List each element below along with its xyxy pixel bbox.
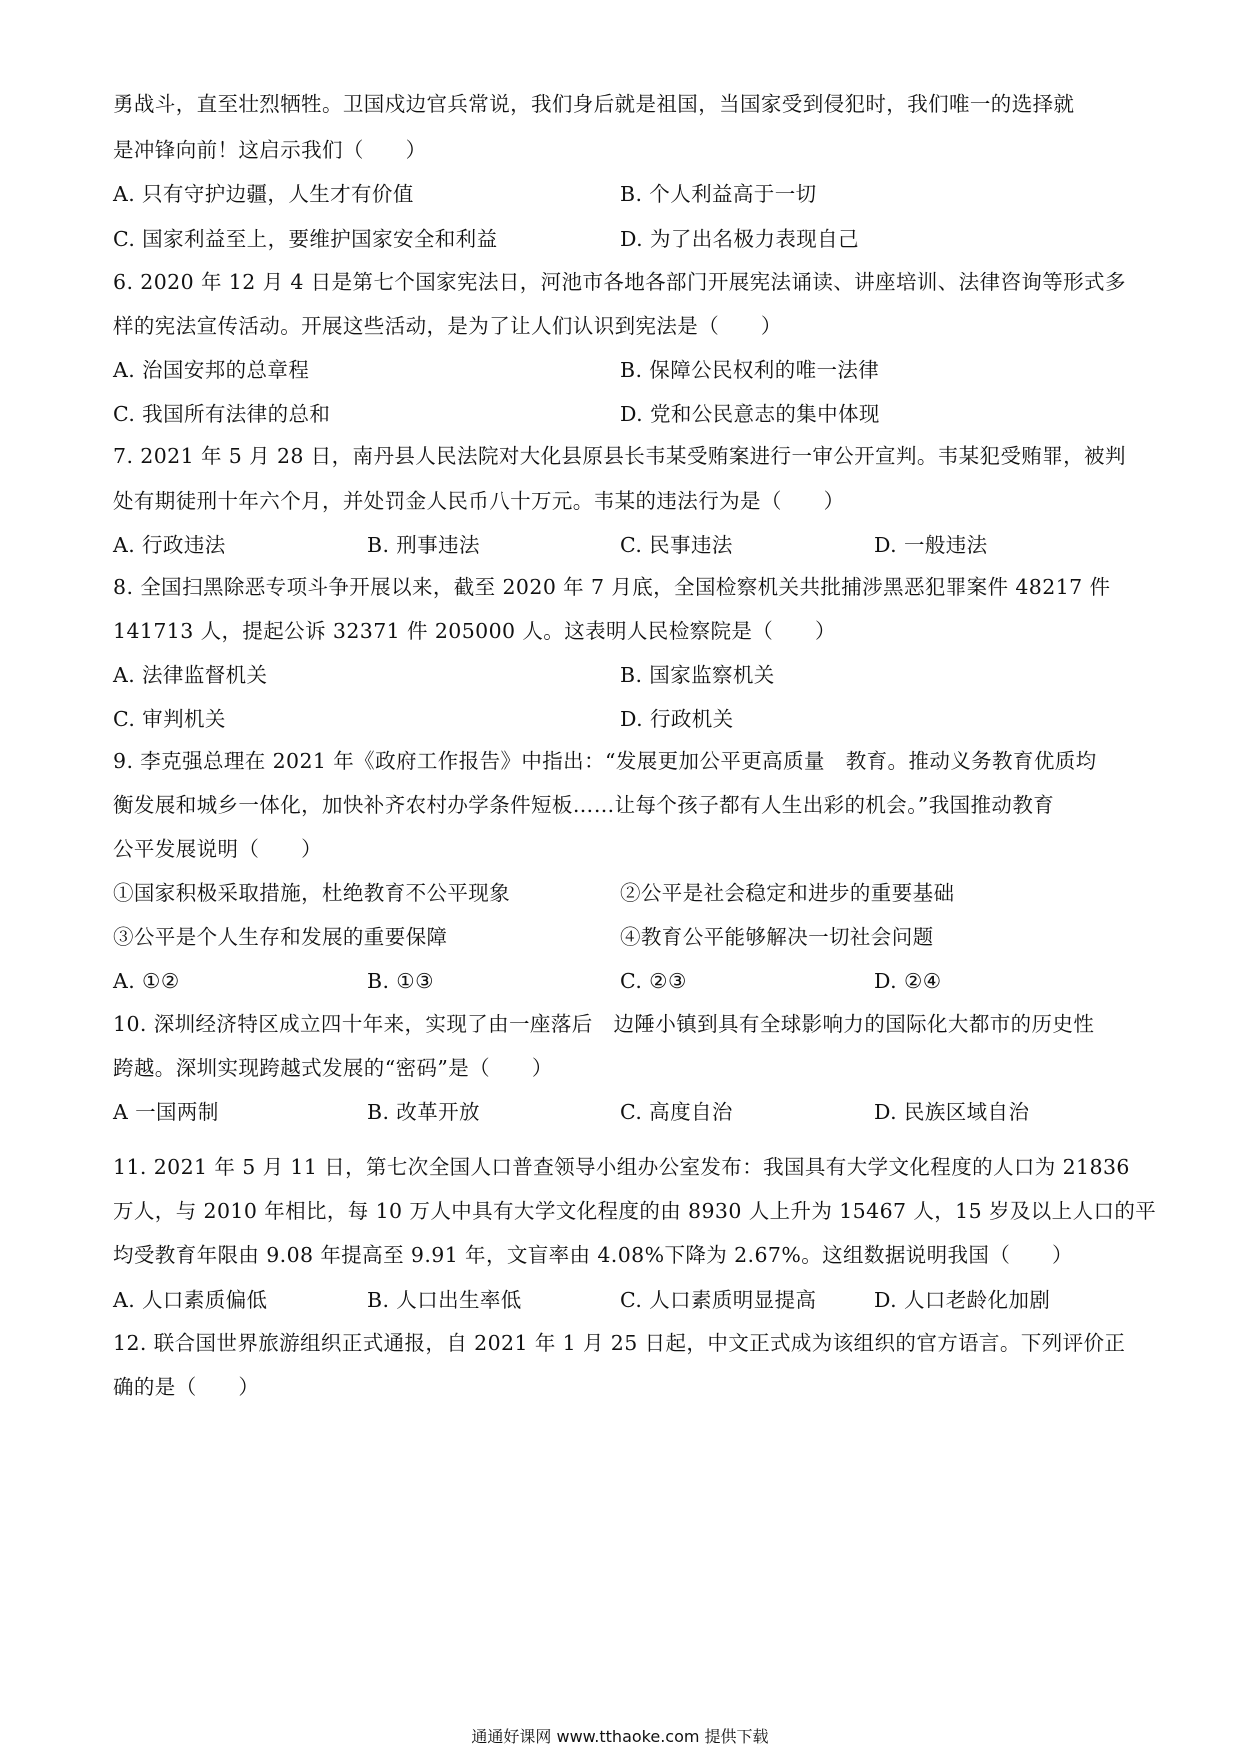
q7-option-a: A. 行政违法: [113, 533, 226, 557]
q9-option-a: A. ①②: [113, 969, 180, 993]
q10-line-2: 跨越。深圳实现跨越式发展的“密码”是（ ）: [113, 1056, 553, 1080]
q6-option-d: D. 党和公民意志的集中体现: [620, 402, 880, 426]
q11-option-b: B. 人口出生率低: [367, 1288, 522, 1312]
q5-option-d: D. 为了出名极力表现自己: [620, 227, 859, 251]
q8-option-c: C. 审判机关: [113, 707, 226, 731]
q11-line-1: 11. 2021 年 5 月 11 日，第七次全国人口普查领导小组办公室发布：我国具有大学文化程度的人口为 21836: [113, 1155, 1130, 1179]
q5-option-c: C. 国家利益至上，要维护国家安全和利益: [113, 227, 498, 251]
q9-line-2: 衡发展和城乡一体化，加快补齐农村办学条件短板……让每个孩子都有人生出彩的机会。”我国推动教育: [113, 793, 1055, 817]
q9-option-c: C. ②③: [620, 969, 687, 993]
q8-option-b: B. 国家监察机关: [620, 663, 775, 687]
q7-option-d: D. 一般违法: [874, 533, 988, 557]
q9-line-1: 9. 李克强总理在 2021 年《政府工作报告》中指出：“发展更加公平更高质量 教育。推动义务教育优质均: [113, 749, 1097, 773]
q8-line-1: 8. 全国扫黑除恶专项斗争开展以来，截至 2020 年 7 月底，全国检察机关共批捕涉黑恶犯罪案件 48217 件: [113, 575, 1111, 599]
q10-option-b: B. 改革开放: [367, 1100, 480, 1124]
q10-option-d: D. 民族区域自治: [874, 1100, 1030, 1124]
q6-option-b: B. 保障公民权利的唯一法律: [620, 358, 880, 382]
q9-statement-1: ①国家积极采取措施，杜绝教育不公平现象: [113, 881, 511, 905]
q9-statement-2: ②公平是社会稳定和进步的重要基础: [620, 881, 955, 905]
q11-option-a: A. 人口素质偏低: [113, 1288, 268, 1312]
q10-option-a: A 一国两制: [113, 1100, 219, 1124]
q5-option-b: B. 个人利益高于一切: [620, 182, 817, 206]
q7-option-b: B. 刑事违法: [367, 533, 480, 557]
q12-line-2: 确的是（ ）: [113, 1375, 260, 1399]
q9-statement-4: ④教育公平能够解决一切社会问题: [620, 925, 934, 949]
q11-line-2: 万人，与 2010 年相比，每 10 万人中具有大学文化程度的由 8930 人上升为 15467 人，15 岁及以上人口的平: [113, 1199, 1157, 1223]
q8-option-d: D. 行政机关: [620, 707, 734, 731]
q8-option-a: A. 法律监督机关: [113, 663, 268, 687]
q9-line-3: 公平发展说明（ ）: [113, 837, 322, 861]
q10-option-c: C. 高度自治: [620, 1100, 733, 1124]
q6-line-1: 6. 2020 年 12 月 4 日是第七个国家宪法日，河池市各地各部门开展宪法诵读、讲座培训、法律咨询等形式多: [113, 270, 1126, 294]
q6-option-c: C. 我国所有法律的总和: [113, 402, 331, 426]
q10-line-1: 10. 深圳经济特区成立四十年来，实现了由一座落后 边陲小镇到具有全球影响力的国际化大都市的历史性: [113, 1012, 1095, 1036]
q7-line-1: 7. 2021 年 5 月 28 日，南丹县人民法院对大化县原县长韦某受贿案进行一审公开宣判。韦某犯受贿罪，被判: [113, 444, 1126, 468]
q12-line-1: 12. 联合国世界旅游组织正式通报，自 2021 年 1 月 25 日起，中文正式成为该组织的官方语言。下列评价正: [113, 1331, 1126, 1355]
q11-option-c: C. 人口素质明显提高: [620, 1288, 817, 1312]
q8-line-2: 141713 人，提起公诉 32371 件 205000 人。这表明人民检察院是（ ）: [113, 619, 836, 643]
q6-line-2: 样的宪法宣传活动。开展这些活动，是为了让人们认识到宪法是（ ）: [113, 314, 782, 338]
q11-line-3: 均受教育年限由 9.08 年提高至 9.91 年，文盲率由 4.08%下降为 2.67%。这组数据说明我国（ ）: [113, 1243, 1073, 1267]
q7-line-2: 处有期徒刑十年六个月，并处罚金人民币八十万元。韦某的违法行为是（ ）: [113, 489, 845, 513]
q5-line-1: 勇战斗，直至壮烈牺牲。卫国戍边官兵常说，我们身后就是祖国，当国家受到侵犯时，我们唯一的选择就: [113, 92, 1075, 116]
q7-option-c: C. 民事违法: [620, 533, 733, 557]
q6-option-a: A. 治国安邦的总章程: [113, 358, 310, 382]
q5-line-2: 是冲锋向前！这启示我们（ ）: [113, 138, 427, 162]
q9-option-d: D. ②④: [874, 969, 942, 993]
q9-option-b: B. ①③: [367, 969, 434, 993]
footer-download-credit: 通通好课网 www.tthaoke.com 提供下载: [471, 1727, 769, 1746]
q5-option-a: A. 只有守护边疆，人生才有价值: [113, 182, 414, 206]
q9-statement-3: ③公平是个人生存和发展的重要保障: [113, 925, 448, 949]
q11-option-d: D. 人口老龄化加剧: [874, 1288, 1051, 1312]
